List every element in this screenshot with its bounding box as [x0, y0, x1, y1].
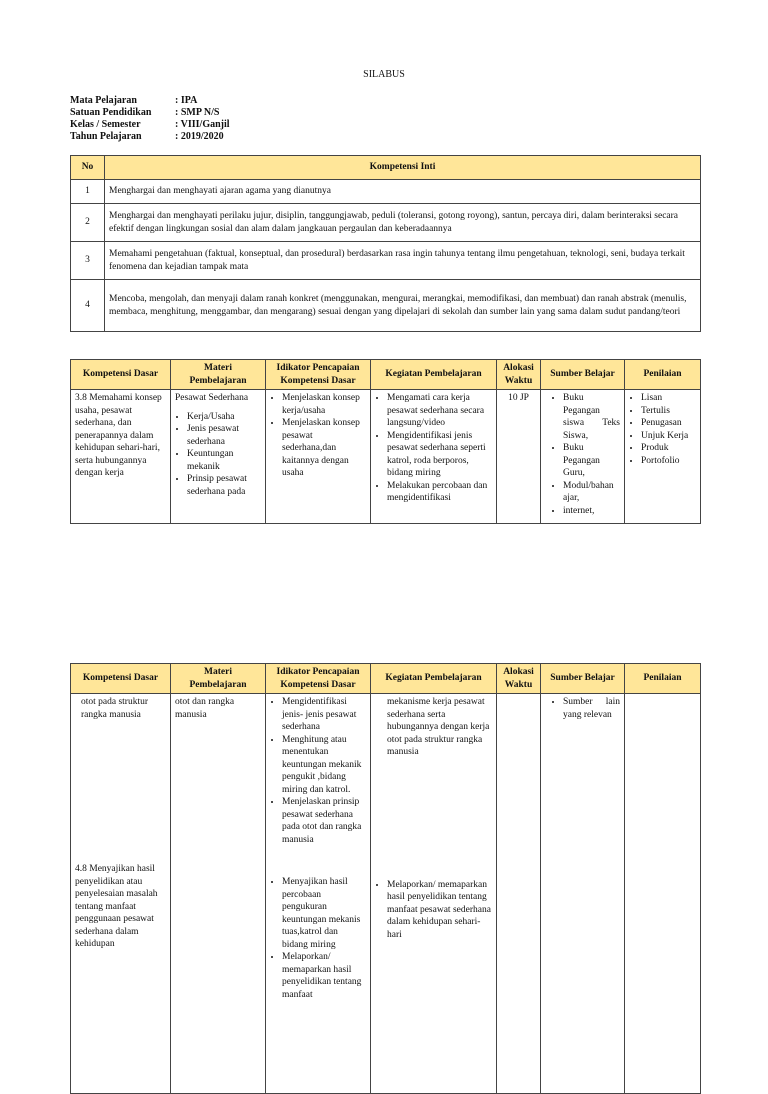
meta-label: Tahun Pelajaran: [70, 131, 142, 142]
syllabus-table-page2: [70, 663, 701, 1094]
penilaian-list: [629, 392, 696, 467]
indikator-list: [270, 696, 366, 846]
meta-block: [70, 95, 230, 143]
list-item: • Sumber lain yang relevan: [563, 696, 620, 721]
meta-row: [70, 107, 230, 119]
ki-no: 2: [71, 204, 105, 242]
kd-continued: otot pada struktur rangka manusia: [81, 697, 149, 720]
penilaian-cell: [625, 694, 701, 1094]
header-sumber: Sumber Belajar: [541, 664, 625, 694]
list-item: • Mengidentifikasi jenis- jenis pesawat sederhana: [282, 696, 366, 734]
meta-row: [70, 119, 230, 131]
meta-value: : IPA: [175, 95, 198, 106]
list-item: • Menjelaskan konsep pesawat sederhana,dan kaitannya dengan usaha: [282, 417, 366, 480]
ki-no: 4: [71, 280, 105, 332]
header-indikator: Idikator Pencapaian Kompetensi Dasar: [266, 664, 371, 694]
sumber-cell: [541, 390, 625, 524]
list-item: • Menjelaskan prinsip pesawat sederhana pada otot dan rangka manusia: [282, 796, 366, 846]
list-item: • Tertulis: [641, 405, 696, 418]
indikator-cell: [266, 694, 371, 1094]
sumber-cell: [541, 694, 625, 1094]
list-item: • Modul/bahan ajar,: [563, 480, 620, 505]
list-item: • Melakukan percobaan dan mengidentifikasi: [387, 480, 492, 505]
list-item: • Lisan: [641, 392, 696, 405]
meta-value: : SMP N/S: [175, 107, 220, 118]
list-item: • Unjuk Kerja: [641, 430, 696, 443]
penilaian-cell: [625, 390, 701, 524]
header-indikator: Idikator Pencapaian Kompetensi Dasar: [266, 360, 371, 390]
materi-continued: otot dan rangka manusia: [175, 697, 235, 720]
kegiatan-cell: [371, 390, 497, 524]
ki-text: Menghargai dan menghayati perilaku jujur, disiplin, tanggungjawab, peduli (toleransi, gotong royong), santun, percaya diri, dalam berinteraksi secara efektif dengan lingkungan sosial dan alam dalam jangkauan pergaulan dan keberadaannya: [105, 204, 701, 242]
meta-value: : VIII/Ganjil: [175, 119, 230, 130]
kegiatan-list-4-8: [375, 879, 492, 942]
header-materi: Materi Pembelajaran: [171, 360, 266, 390]
list-item: • Menyajikan hasil percobaan pengukuran keuntungan mekanis tuas,katrol dan bidang miring: [282, 876, 366, 951]
list-item: • Mengamati cara kerja pesawat sederhana secara langsung/video: [387, 392, 492, 430]
alokasi-cell: 10 JP: [497, 390, 541, 524]
ki-no: 3: [71, 242, 105, 280]
materi-cell: [171, 390, 266, 524]
materi-list: [175, 411, 261, 499]
list-item: • Penugasan: [641, 417, 696, 430]
meta-label: Satuan Pendidikan: [70, 107, 152, 118]
list-item: • Buku Pegangan siswa Teks Siswa,: [563, 392, 620, 442]
kegiatan-cell: [371, 694, 497, 1094]
meta-row: [70, 131, 230, 143]
indikator-list-4-8: [270, 876, 366, 1001]
list-item: • Menghitung atau menentukan keuntungan mekanik pengukit ,bidang miring dan katrol.: [282, 734, 366, 797]
indikator-list: [270, 392, 366, 480]
list-item: • Mengidentifikasi jenis pesawat sederhana seperti katrol, roda berporos, bidang miring: [387, 430, 492, 480]
header-kompetensi-dasar: Kompetensi Dasar: [71, 664, 171, 694]
header-materi: Materi Pembelajaran: [171, 664, 266, 694]
ki-header-no: No: [71, 156, 105, 180]
kd-cell: 3.8 Memahami konsep usaha, pesawat sederhana, dan penerapannya dalam kehidupan sehari-hari, serta hubungannya dengan kerja: [71, 390, 171, 524]
meta-value: : 2019/2020: [175, 131, 224, 142]
indikator-cell: [266, 390, 371, 524]
list-item: • Produk: [641, 442, 696, 455]
header-penilaian: Penilaian: [625, 664, 701, 694]
meta-label: Mata Pelajaran: [70, 95, 137, 106]
alokasi-cell: [497, 694, 541, 1094]
materi-title: Pesawat Sederhana: [175, 393, 249, 403]
list-item: • Melaporkan/ memaparkan hasil penyelidikan tentang manfaat: [282, 951, 366, 1001]
kd-cell: [71, 694, 171, 1094]
list-item: • internet,: [563, 505, 620, 518]
header-kegiatan: Kegiatan Pembelajaran: [371, 664, 497, 694]
list-item: • Buku Pegangan Guru,: [563, 442, 620, 480]
ki-header-kompetensi: Kompetensi Inti: [105, 156, 701, 180]
header-alokasi: Alokasi Waktu: [497, 360, 541, 390]
list-item: • Portofolio: [641, 455, 696, 468]
ki-text: Menghargai dan menghayati ajaran agama yang dianutnya: [105, 180, 701, 204]
list-item: • Melaporkan/ memaparkan hasil penyelidikan tentang manfaat pesawat sederhana dalam kehidupan sehari-hari: [387, 879, 492, 942]
kegiatan-continued: mekanisme kerja pesawat sederhana serta hubungannya dengan kerja otot pada struktur rangka manusia: [387, 697, 490, 757]
ki-text: Mencoba, mengolah, dan menyaji dalam ranah konkret (menggunakan, mengurai, merangkai, memodifikasi, dan membuat) dan ranah abstrak (menulis, membaca, menghitung, menggambar, dan mengarang) sesuai dengan yang dipelajari di sekolah dan sumber lain yang sama dalam sudut pandang/teori: [105, 280, 701, 332]
ki-text: Memahami pengetahuan (faktual, konseptual, dan prosedural) berdasarkan rasa ingin tahunya tentang ilmu pengetahuan, teknologi, seni, budaya terkait fenomena dan kejadian tampak mata: [105, 242, 701, 280]
sumber-list: [545, 696, 620, 721]
syllabus-table-page1: [70, 359, 701, 524]
header-penilaian: Penilaian: [625, 360, 701, 390]
header-alokasi: Alokasi Waktu: [497, 664, 541, 694]
materi-cell: [171, 694, 266, 1094]
kegiatan-list: [375, 392, 492, 505]
list-item: • Menjelaskan konsep kerja/usaha: [282, 392, 366, 417]
list-item: • Kerja/Usaha: [187, 411, 261, 424]
document-title: SILABUS: [363, 69, 405, 80]
list-item: • Prinsip pesawat sederhana pada: [187, 473, 261, 498]
header-sumber: Sumber Belajar: [541, 360, 625, 390]
kd-4-8: 4.8 Menyajikan hasil penyelidikan atau penyelesaian masalah tentang manfaat penggunaan pesawat sederhana dalam kehidupan: [75, 864, 158, 949]
meta-row: [70, 95, 230, 107]
header-kegiatan: Kegiatan Pembelajaran: [371, 360, 497, 390]
ki-no: 1: [71, 180, 105, 204]
meta-label: Kelas / Semester: [70, 119, 141, 130]
kompetensi-inti-table: [70, 155, 701, 332]
sumber-list: [545, 392, 620, 517]
list-item: • Jenis pesawat sederhana: [187, 423, 261, 448]
list-item: • Keuntungan mekanik: [187, 448, 261, 473]
header-kompetensi-dasar: Kompetensi Dasar: [71, 360, 171, 390]
